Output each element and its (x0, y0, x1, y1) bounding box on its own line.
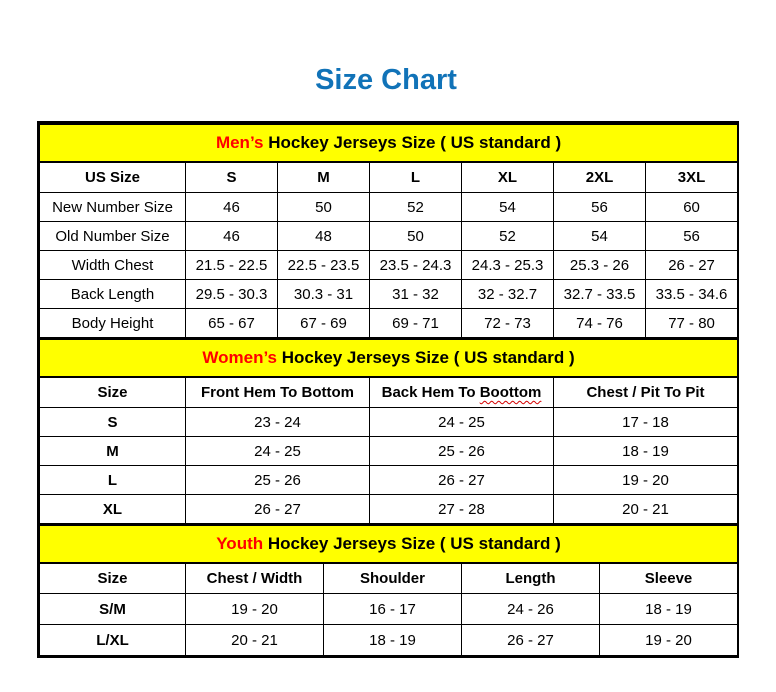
table-row (40, 251, 738, 280)
size-value: 69 - 71 (370, 309, 462, 338)
size-value: 22.5 - 23.5 (278, 251, 370, 280)
size-value: 25.3 - 26 (554, 251, 646, 280)
size-value: 18 - 19 (324, 625, 462, 656)
section-title-text: Hockey Jerseys Size ( US standard ) (263, 133, 562, 152)
table-row (40, 124, 738, 162)
size-value: 50 (278, 193, 370, 222)
size-value: 19 - 20 (186, 594, 324, 625)
table-row (40, 525, 738, 563)
size-value: 25 - 26 (370, 437, 554, 466)
column-header: Length (462, 563, 600, 594)
size-value: 31 - 32 (370, 280, 462, 309)
size-value: 77 - 80 (646, 309, 738, 338)
section-highlight-text: Youth (216, 534, 264, 553)
table-row (40, 339, 738, 377)
row-label: Width Chest (40, 251, 186, 280)
size-value: 24 - 25 (370, 408, 554, 437)
column-header: Size (40, 377, 186, 408)
row-label: XL (40, 495, 186, 524)
table-row (40, 563, 738, 594)
size-value: 74 - 76 (554, 309, 646, 338)
column-header-text: Back Hem To (381, 384, 480, 401)
mens-section-header (40, 124, 738, 162)
size-value: 56 (554, 193, 646, 222)
size-chart-table (37, 121, 739, 658)
youth-size-table (39, 524, 738, 656)
size-value: 54 (554, 222, 646, 251)
table-row (40, 309, 738, 338)
table-row (40, 162, 738, 193)
row-label: Old Number Size (40, 222, 186, 251)
size-value: 33.5 - 34.6 (646, 280, 738, 309)
size-value: 17 - 18 (554, 408, 738, 437)
size-value: 26 - 27 (462, 625, 600, 656)
section-highlight-text: Men’s (215, 133, 264, 152)
size-value: 19 - 20 (554, 466, 738, 495)
size-value: 46 (186, 222, 278, 251)
womens-size-table (39, 338, 738, 524)
column-header: Chest / Width (186, 563, 324, 594)
size-value: 32 - 32.7 (462, 280, 554, 309)
size-value: 24 - 26 (462, 594, 600, 625)
row-label: M (40, 437, 186, 466)
size-value: 20 - 21 (554, 495, 738, 524)
row-label: Body Height (40, 309, 186, 338)
column-header: XL (462, 162, 554, 193)
column-header: 3XL (646, 162, 738, 193)
size-value: 27 - 28 (370, 495, 554, 524)
column-header: Size (40, 563, 186, 594)
youth-section-header (40, 525, 738, 563)
table-row (40, 222, 738, 251)
page-title: Size Chart (315, 64, 457, 96)
table-row (40, 594, 738, 625)
size-value: 56 (646, 222, 738, 251)
size-value: 50 (370, 222, 462, 251)
column-header (370, 377, 554, 408)
size-value: 26 - 27 (370, 466, 554, 495)
size-value: 24.3 - 25.3 (462, 251, 554, 280)
table-row (40, 625, 738, 656)
table-row (40, 495, 738, 524)
size-value: 48 (278, 222, 370, 251)
mens-size-table (39, 123, 738, 338)
size-value: 21.5 - 22.5 (186, 251, 278, 280)
section-title-text: Hockey Jerseys Size ( US standard ) (263, 534, 561, 553)
size-value: 52 (370, 193, 462, 222)
section-title-text: Hockey Jerseys Size ( US standard ) (277, 348, 575, 367)
column-header: Front Hem To Bottom (186, 377, 370, 408)
table-row (40, 193, 738, 222)
size-value: 52 (462, 222, 554, 251)
column-header: S (186, 162, 278, 193)
column-header: Shoulder (324, 563, 462, 594)
size-value: 46 (186, 193, 278, 222)
size-value: 30.3 - 31 (278, 280, 370, 309)
column-header: 2XL (554, 162, 646, 193)
column-header: US Size (40, 162, 186, 193)
size-value: 72 - 73 (462, 309, 554, 338)
row-label: S/M (40, 594, 186, 625)
size-value: 18 - 19 (554, 437, 738, 466)
size-value: 18 - 19 (600, 594, 738, 625)
size-value: 32.7 - 33.5 (554, 280, 646, 309)
womens-section-header (40, 339, 738, 377)
size-value: 26 - 27 (646, 251, 738, 280)
table-row (40, 280, 738, 309)
size-value: 29.5 - 30.3 (186, 280, 278, 309)
row-label: New Number Size (40, 193, 186, 222)
size-value: 23 - 24 (186, 408, 370, 437)
table-row (40, 466, 738, 495)
row-label: S (40, 408, 186, 437)
column-header: Chest / Pit To Pit (554, 377, 738, 408)
table-row (40, 377, 738, 408)
row-label: L (40, 466, 186, 495)
size-value: 19 - 20 (600, 625, 738, 656)
size-value: 16 - 17 (324, 594, 462, 625)
size-value: 26 - 27 (186, 495, 370, 524)
column-header: L (370, 162, 462, 193)
table-row (40, 437, 738, 466)
row-label: L/XL (40, 625, 186, 656)
size-value: 20 - 21 (186, 625, 324, 656)
size-value: 67 - 69 (278, 309, 370, 338)
size-value: 23.5 - 24.3 (370, 251, 462, 280)
size-value: 24 - 25 (186, 437, 370, 466)
column-header: M (278, 162, 370, 193)
section-highlight-text: Women’s (202, 348, 277, 367)
misspelled-word: Boottom (479, 384, 542, 401)
row-label: Back Length (40, 280, 186, 309)
size-value: 54 (462, 193, 554, 222)
size-value: 25 - 26 (186, 466, 370, 495)
size-value: 60 (646, 193, 738, 222)
column-header: Sleeve (600, 563, 738, 594)
table-row (40, 408, 738, 437)
size-value: 65 - 67 (186, 309, 278, 338)
